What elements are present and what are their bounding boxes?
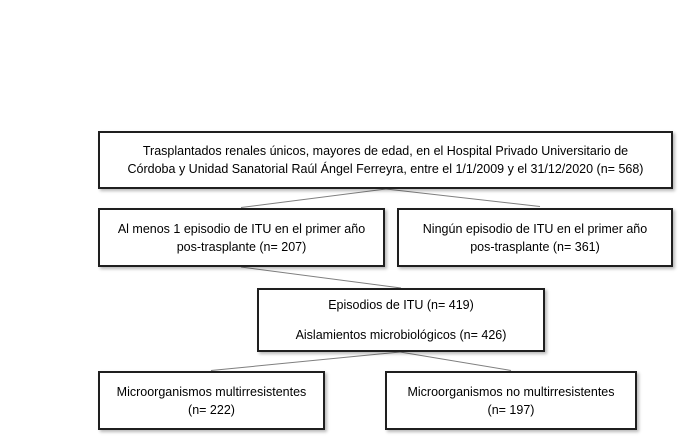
connector-episodes-to-mdr bbox=[211, 352, 400, 371]
box-population-line-1: Trasplantados renales únicos, mayores de edad, en el Hospital Privado Universitario de bbox=[142, 144, 629, 158]
box-episodes bbox=[257, 288, 545, 352]
connector-episodes-to-non-mdr bbox=[400, 352, 511, 371]
box-itu-none-line-2: pos-trasplante (n= 361) bbox=[470, 239, 600, 254]
box-itu-at-least-one bbox=[98, 208, 385, 267]
box-non-mdr-line-2: (n= 197) bbox=[487, 402, 535, 417]
box-episodes-line-1: Episodios de ITU (n= 419) bbox=[328, 297, 474, 312]
connector-population-to-itu-at-least-one bbox=[241, 189, 386, 208]
box-non-mdr-line-1: Microorganismos no multirresistentes bbox=[407, 384, 615, 399]
box-population-line-2: Córdoba y Unidad Sanatorial Raúl Ángel Ferreyra, entre el 1/1/2009 y el 31/12/2020 (n= 568) bbox=[127, 162, 644, 176]
box-episodes-line-2: Aislamientos microbiológicos (n= 426) bbox=[295, 327, 507, 342]
box-mdr-line-2: (n= 222) bbox=[188, 402, 235, 417]
box-itu-none bbox=[397, 208, 673, 267]
connector-population-to-itu-none bbox=[386, 189, 540, 207]
box-mdr bbox=[98, 371, 325, 430]
box-population bbox=[98, 131, 673, 189]
box-itu-none-line-1: Ningún episodio de ITU en el primer año bbox=[422, 221, 648, 236]
connector-itu-at-least-one-to-episodes bbox=[241, 267, 401, 288]
box-itu-at-least-one-line-1: Al menos 1 episodio de ITU en el primer año bbox=[117, 221, 366, 236]
box-mdr-line-1: Microorganismos multirresistentes bbox=[116, 384, 307, 399]
box-non-mdr bbox=[385, 371, 637, 430]
box-itu-at-least-one-line-2: pos-trasplante (n= 207) bbox=[176, 239, 307, 254]
